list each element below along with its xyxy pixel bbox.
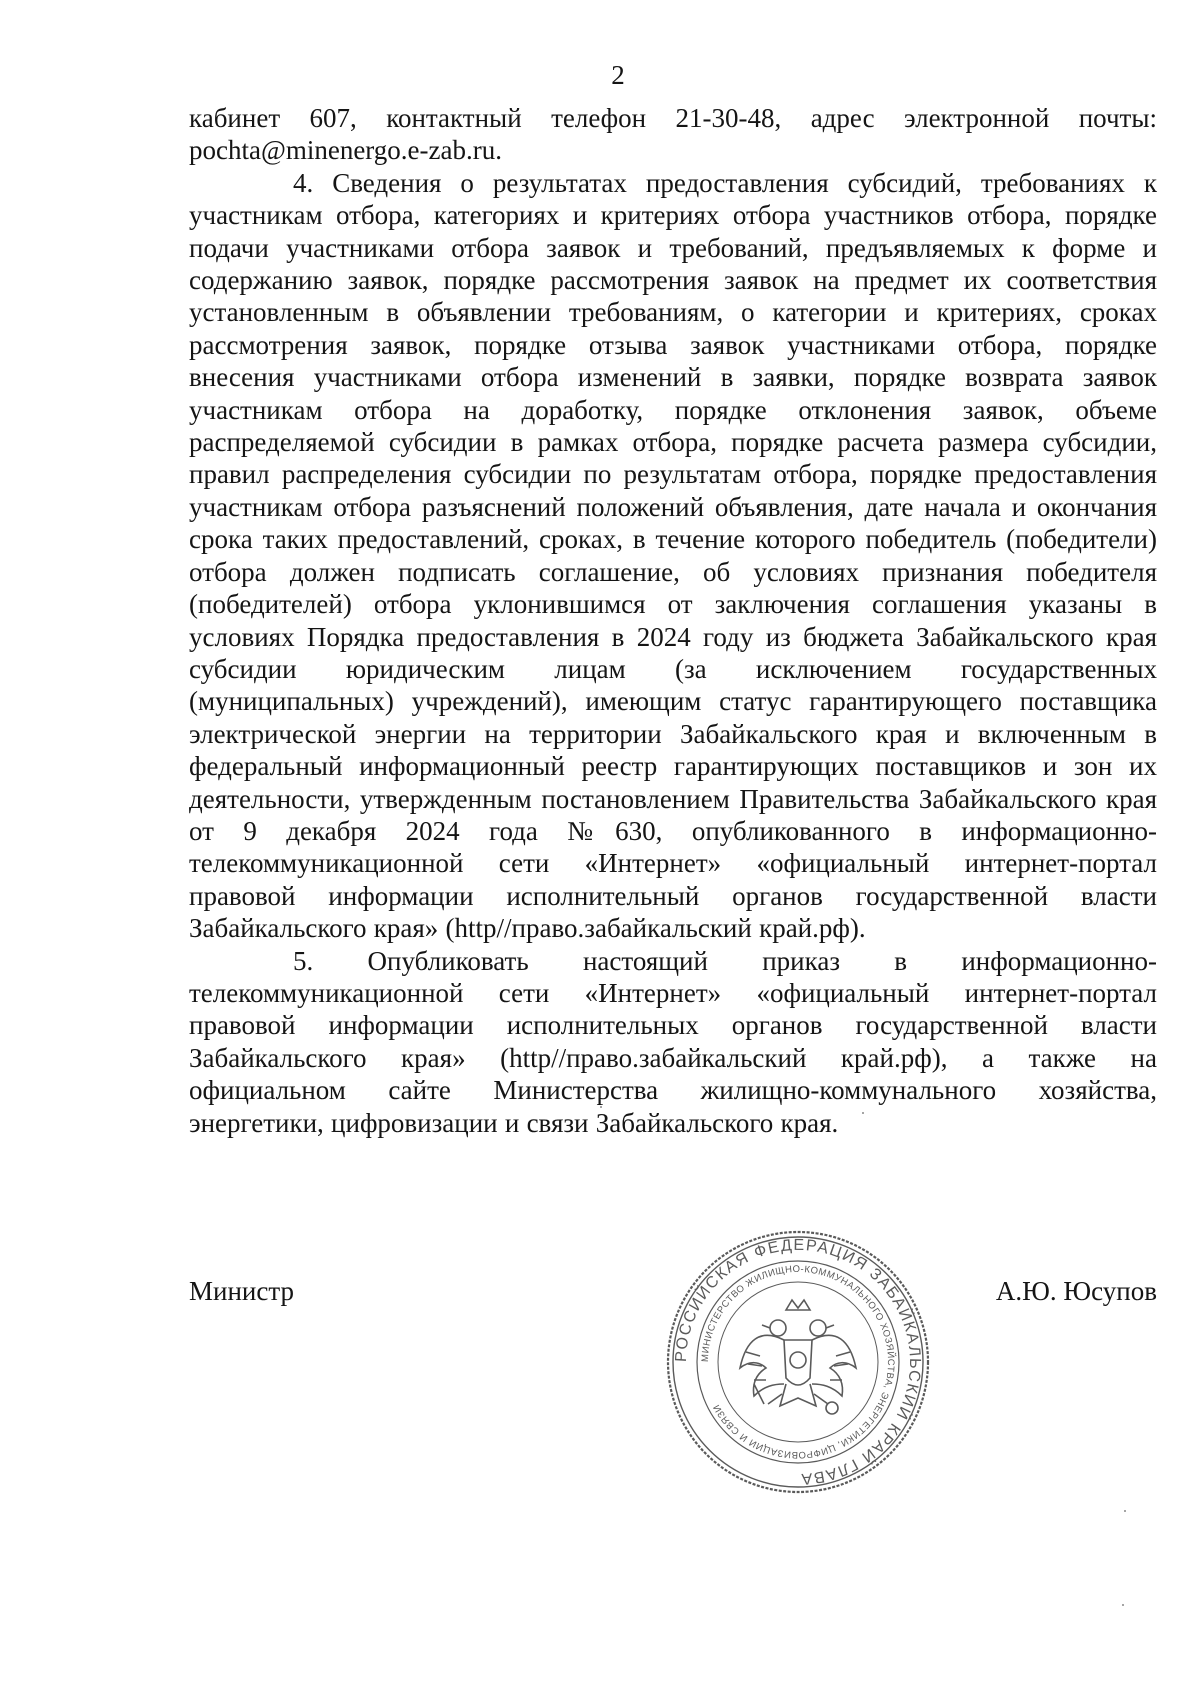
paragraph-item-5: 5. Опубликовать настоящий приказ в информационно-телекоммуникационной сети «Интернет» «официальный интернет-портал правовой информации исполнительных органов государственной власти Забайкальского края» (http//право.забайкальский край.рф), а также на официальном сайте Министерства жилищно-коммунального хозяйства, энергетики, цифровизации и связи Забайкальского края. [189,945,1157,1138]
svg-text:МИНИСТЕРСТВО ЖИЛИЩНО-КОММУНАЛЬ [700,1264,897,1460]
scan-speck [1124,1510,1126,1512]
signer-name: А.Ю. Юсупов [995,1276,1157,1306]
official-seal-icon [660,1228,936,1496]
page-number: 2 [611,60,625,90]
scan-speck [1122,1604,1124,1606]
seal-inner-text: МИНИСТЕРСТВО ЖИЛИЩНО-КОММУНАЛЬНОГО ХОЗЯЙСТВА, ЭНЕРГЕТИКИ, ЦИФРОВИЗАЦИИ И СВЯЗИ [699,1263,897,1461]
scan-speck [862,1112,864,1114]
seal-outer-text: РОССИЙСКАЯ ФЕДЕРАЦИЯ ЗАБАЙКАЛЬСКИЙ КРАЙ ГЛАВА [672,1236,924,1488]
paragraph-item-4: 4. Сведения о результатах предоставления субсидий, требованиях к участникам отбора, категориях и критериях отбора участников отбора, порядке подачи участниками отбора заявок и требований, предъявляемых к форме и содержанию заявок, порядке рассмотрения заявок на предмет их соответствия установленным в объявлении требованиям, о категории и критериях, сроках рассмотрения заявок, порядке отзыва заявок участниками отбора, порядке внесения участниками отбора изменений в заявки, порядке возврата заявок участникам отбора на доработку, порядке отклонения заявок, объеме распределяемой субсидии в рамках отбора, порядке расчета размера субсидии, правил распределения субсидии по результатам отбора, порядке предоставления участникам отбора разъяснений положений объявления, дате начала и окончания срока таких предоставлений, сроках, в течение которого победитель (победители) отбора должен подписать соглашение, об условиях признания победителя (победителей) отбора уклонившимся от заключения соглашения указаны в условиях Порядка предоставления в 2024 году из бюджета Забайкальского края субсидии юридическим лицам (за исключением государственных (муниципальных) учреждений), имеющим статус гарантирующего поставщика электрической энергии на территории Забайкальского края и включенным в федеральный информационный реестр гарантирующих поставщиков и зон их деятельности, утвержденным постановлением Правительства Забайкальского края от 9 декабря 2024 года №630, опубликованного в информационно-телекоммуникационной сети «Интернет» «официальный интернет-портал правовой информации исполнительный органов государственной власти Забайкальского края» (http//право.забайкальский край.рф). [189,167,1157,944]
paragraph-contacts: кабинет 607, контактный телефон 21-30-48, адрес электронной почты: pochta@minenergo.e-zab.ru. [189,103,1157,166]
scan-speck [600,1106,602,1108]
double-headed-eagle-icon [740,1300,856,1414]
document-body [189,102,1157,1139]
signer-position: Министр [189,1276,294,1306]
